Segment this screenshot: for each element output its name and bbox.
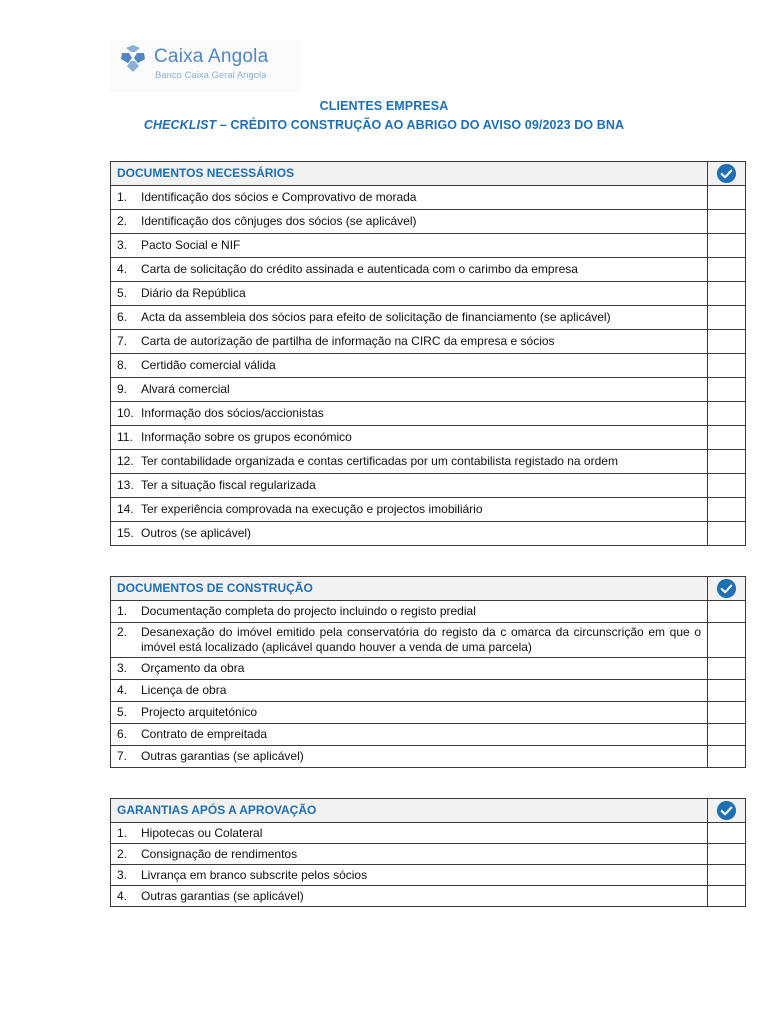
item-text: Licença de obra	[141, 683, 227, 697]
checkbox-cell[interactable]	[708, 498, 746, 522]
section-header	[111, 799, 746, 823]
item-text: Contrato de empreitada	[141, 727, 268, 741]
section-check-cell	[708, 577, 746, 601]
item-number: 13.	[117, 478, 134, 492]
item-number: 3.	[117, 661, 128, 675]
checklist-row	[111, 658, 746, 680]
checkbox-cell[interactable]	[708, 746, 746, 768]
item-text: Outras garantias (se aplicável)	[141, 888, 304, 903]
item-number: 2.	[117, 214, 128, 228]
checklist-row	[111, 234, 746, 258]
item-number: 7.	[117, 749, 128, 763]
checklist-row	[111, 680, 746, 702]
checkbox-cell[interactable]	[708, 258, 746, 282]
checkbox-cell[interactable]	[708, 844, 746, 865]
checklist-row	[111, 330, 746, 354]
item-text: Identificação dos sócios e Comprovativo de morada	[141, 190, 417, 204]
item-number: 1.	[117, 190, 128, 204]
checkbox-cell[interactable]	[708, 330, 746, 354]
section-documentos-construcao	[110, 576, 746, 768]
item-text: Acta da assembleia dos sócios para efeito de solicitação de financiamento (se aplicável)	[141, 310, 611, 324]
item-text: Outros (se aplicável)	[141, 526, 252, 540]
checkbox-cell[interactable]	[708, 378, 746, 402]
heading-checklist	[0, 118, 768, 132]
item-number: 1.	[117, 604, 128, 618]
checklist-row	[111, 746, 746, 768]
logo	[110, 40, 300, 92]
heading-checklist-italic: CHECKLIST	[143, 118, 217, 132]
checklist-row	[111, 623, 746, 658]
section-header	[111, 577, 746, 601]
item-number: 7.	[117, 334, 128, 348]
section-garantias-aprovacao	[110, 798, 746, 907]
checklist-row	[111, 378, 746, 402]
checkbox-cell[interactable]	[708, 823, 746, 844]
checkbox-cell[interactable]	[708, 306, 746, 330]
checklist-row	[111, 402, 746, 426]
caixa-logo-icon	[118, 44, 148, 74]
item-number: 3.	[117, 238, 128, 252]
item-number: 14.	[117, 502, 134, 516]
checkbox-cell[interactable]	[708, 601, 746, 623]
section-title: DOCUMENTOS DE CONSTRUÇÃO	[111, 577, 708, 601]
item-text: Livrança em branco subscrite pelos sócios	[141, 867, 368, 882]
item-text: Consignação de rendimentos	[141, 846, 298, 861]
item-text: Carta de solicitação do crédito assinada e autenticada com o carimbo da empresa	[141, 262, 578, 276]
item-number: 8.	[117, 358, 128, 372]
item-number: 5.	[117, 286, 128, 300]
checkbox-cell[interactable]	[708, 865, 746, 886]
item-text: Certidão comercial válida	[141, 358, 276, 372]
checklist-row	[111, 844, 746, 865]
checkbox-cell[interactable]	[708, 426, 746, 450]
checklist-row	[111, 186, 746, 210]
section-check-cell	[708, 162, 746, 186]
checkbox-cell[interactable]	[708, 474, 746, 498]
checkbox-cell[interactable]	[708, 623, 746, 658]
checkbox-cell[interactable]	[708, 886, 746, 907]
item-number: 15.	[117, 526, 134, 540]
checklist-row	[111, 474, 746, 498]
section-title: GARANTIAS APÓS A APROVAÇÃO	[111, 799, 708, 823]
checkbox-cell[interactable]	[708, 680, 746, 702]
item-text: Projecto arquitetónico	[141, 705, 258, 719]
checklist-row	[111, 498, 746, 522]
checkbox-cell[interactable]	[708, 724, 746, 746]
heading-checklist-rest: – CRÉDITO CONSTRUÇÃO AO ABRIGO DO AVISO 09/2023 DO BNA	[216, 118, 625, 132]
item-text: Identificação dos cônjuges dos sócios (se aplicável)	[141, 214, 417, 228]
item-number: 6.	[117, 727, 128, 741]
checklist-row	[111, 823, 746, 844]
checkbox-cell[interactable]	[708, 450, 746, 474]
section-documentos-necessarios	[110, 161, 746, 546]
item-text: Desanexação do imóvel emitido pela conservatória do registo da c omarca da circunscrição em que o imóvel está localizado (aplicável quando houver a venda de uma parcela)	[141, 625, 701, 654]
item-number: 2.	[117, 846, 128, 861]
item-number: 4.	[117, 888, 128, 903]
heading-clients: CLIENTES EMPRESA	[319, 99, 449, 113]
item-number: 11.	[117, 430, 133, 444]
checklist-row	[111, 258, 746, 282]
item-text: Outras garantias (se aplicável)	[141, 749, 304, 763]
check-circle-icon	[716, 800, 737, 821]
check-circle-icon	[716, 578, 737, 599]
item-text: Carta de autorização de partilha de informação na CIRC da empresa e sócios	[141, 334, 555, 348]
section-title: DOCUMENTOS NECESSÁRIOS	[111, 162, 708, 186]
item-text: Ter a situação fiscal regularizada	[141, 478, 316, 492]
item-number: 6.	[117, 310, 128, 324]
item-number: 9.	[117, 382, 128, 396]
item-number: 5.	[117, 705, 128, 719]
checklist-row	[111, 354, 746, 378]
checklist-row	[111, 450, 746, 474]
checkbox-cell[interactable]	[708, 354, 746, 378]
checkbox-cell[interactable]	[708, 234, 746, 258]
checklist-row	[111, 210, 746, 234]
checkbox-cell[interactable]	[708, 522, 746, 546]
item-text: Pacto Social e NIF	[141, 238, 241, 252]
check-circle-icon	[716, 163, 737, 184]
item-number: 12.	[117, 454, 134, 468]
checklist-row	[111, 306, 746, 330]
checkbox-cell[interactable]	[708, 702, 746, 724]
item-number: 2.	[117, 625, 128, 639]
section-check-cell	[708, 799, 746, 823]
checkbox-cell[interactable]	[708, 658, 746, 680]
item-text: Alvará comercial	[141, 382, 230, 396]
checklist-row	[111, 282, 746, 306]
checkbox-cell[interactable]	[708, 282, 746, 306]
checklist-row	[111, 702, 746, 724]
item-number: 4.	[117, 262, 128, 276]
checklist-row	[111, 522, 746, 546]
logo-subtitle: Banco Caixa Geral Angola	[155, 70, 267, 81]
item-text: Ter experiência comprovada na execução e projectos imobiliário	[141, 502, 483, 516]
checklist-row	[111, 724, 746, 746]
checkbox-cell[interactable]	[708, 210, 746, 234]
item-number: 3.	[117, 867, 128, 882]
checkbox-cell[interactable]	[708, 402, 746, 426]
checkbox-cell[interactable]	[708, 186, 746, 210]
item-text: Hipotecas ou Colateral	[141, 825, 263, 840]
item-text: Orçamento da obra	[141, 661, 245, 675]
item-number: 1.	[117, 825, 128, 840]
checklist-row	[111, 865, 746, 886]
item-text: Documentação completa do projecto incluindo o registo predial	[141, 604, 476, 618]
item-text: Ter contabilidade organizada e contas certificadas por um contabilista registado na ordem	[141, 454, 618, 468]
item-number: 4.	[117, 683, 128, 697]
checklist-row	[111, 601, 746, 623]
checklist-row	[111, 426, 746, 450]
item-text: Informação sobre os grupos económico	[141, 430, 352, 444]
item-number: 10.	[117, 406, 134, 420]
item-text: Diário da República	[141, 286, 246, 300]
checklist-row	[111, 886, 746, 907]
item-text: Informação dos sócios/accionistas	[141, 406, 324, 420]
section-header	[111, 162, 746, 186]
logo-name: Caixa Angola	[154, 46, 269, 67]
